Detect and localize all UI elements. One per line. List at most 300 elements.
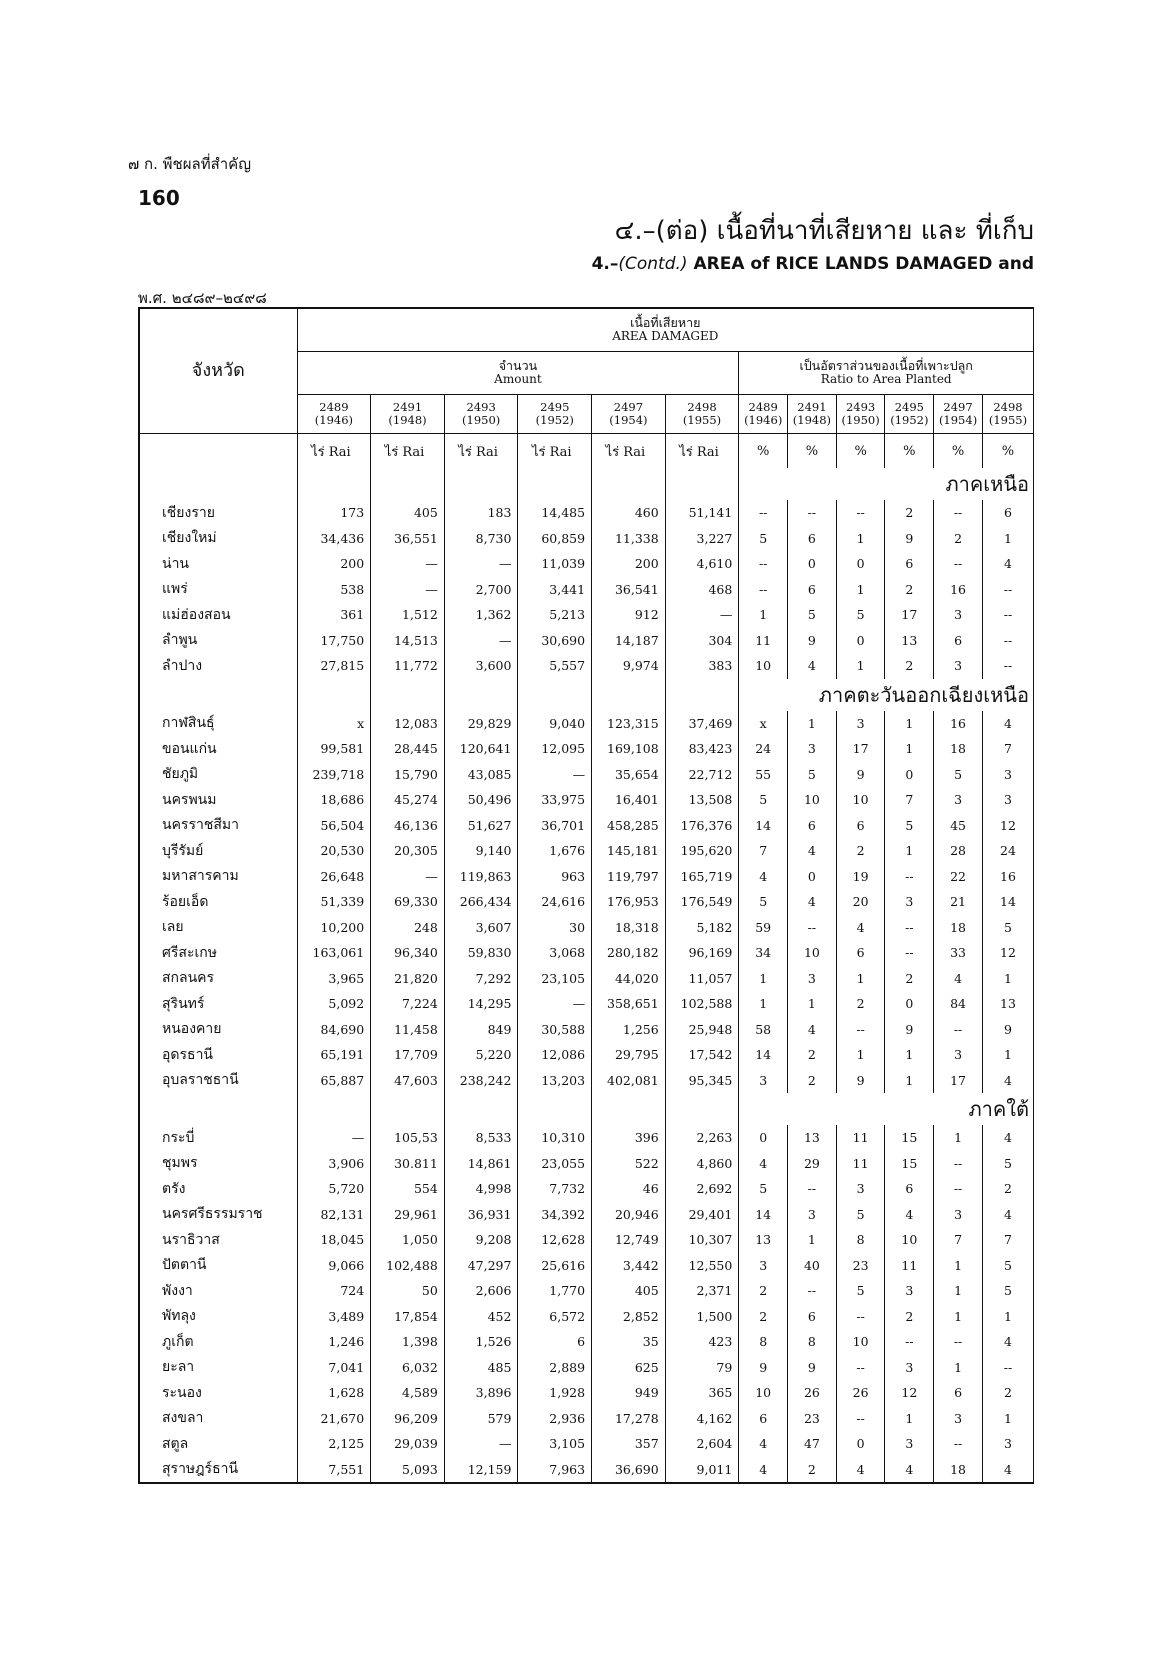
- ratio-cell: --: [885, 940, 934, 966]
- year-ad: (1954): [938, 413, 978, 427]
- region-label: ภาคตะวันออกเฉียงเหนือ: [739, 679, 1034, 711]
- ratio-cell: 1: [934, 1355, 983, 1381]
- amount-cell: 36,690: [592, 1457, 666, 1484]
- ratio-cell: 16: [934, 577, 983, 603]
- ratio-cell: 4: [982, 1202, 1033, 1228]
- province-name: นครราชสีมา: [139, 813, 297, 839]
- ratio-cell: 12: [982, 813, 1033, 839]
- empty-cell: [665, 468, 739, 500]
- unit-percent: %: [836, 434, 885, 469]
- ratio-cell: 20: [836, 889, 885, 915]
- amount-cell: 176,549: [665, 889, 739, 915]
- province-name: พังงา: [139, 1278, 297, 1304]
- year-be: 2493: [845, 399, 876, 414]
- ratio-cell: 1: [885, 711, 934, 737]
- ratio-cell: 33: [934, 940, 983, 966]
- region-spacer: [139, 468, 297, 500]
- amount-cell: 119,797: [592, 864, 666, 890]
- ratio-english: Ratio to Area Planted: [820, 372, 952, 387]
- province-name: นครศรีธรรมราช: [139, 1202, 297, 1228]
- ratio-cell: 17: [885, 602, 934, 628]
- amount-cell: 2,852: [592, 1304, 666, 1330]
- empty-cell: [444, 468, 518, 500]
- ratio-cell: 6: [836, 813, 885, 839]
- amount-cell: 5,182: [665, 915, 739, 941]
- province-name: ศรีสะเกษ: [139, 940, 297, 966]
- ratio-cell: 3: [885, 1355, 934, 1381]
- ratio-cell: 3: [788, 966, 837, 992]
- ratio-cell: 6: [934, 1380, 983, 1406]
- empty-cell: [297, 468, 371, 500]
- province-name: ภูเก็ต: [139, 1329, 297, 1355]
- table-row: [139, 1355, 1034, 1381]
- ratio-cell: 2: [836, 838, 885, 864]
- amount-cell: 238,242: [444, 1068, 518, 1094]
- ratio-cell: 6: [788, 1304, 837, 1330]
- amount-cell: 949: [592, 1380, 666, 1406]
- amount-cell: 12,083: [371, 711, 445, 737]
- amount-cell: 7,224: [371, 991, 445, 1017]
- amount-cell: 200: [592, 551, 666, 577]
- amount-cell: 18,045: [297, 1227, 371, 1253]
- table-row: [139, 500, 1034, 526]
- amount-cell: 30,588: [518, 1017, 592, 1043]
- ratio-header: [739, 352, 1034, 395]
- province-name: ชุมพร: [139, 1151, 297, 1177]
- ratio-cell: --: [934, 551, 983, 577]
- amount-cell: 7,551: [297, 1457, 371, 1484]
- province-name: ลำปาง: [139, 653, 297, 679]
- amount-cell: 522: [592, 1151, 666, 1177]
- amount-cell: 47,297: [444, 1253, 518, 1279]
- ratio-cell: --: [836, 1355, 885, 1381]
- amount-cell: 8,730: [444, 526, 518, 552]
- year-be: 2493: [466, 399, 496, 414]
- province-name: อุดรธานี: [139, 1042, 297, 1068]
- province-name: ชัยภูมิ: [139, 762, 297, 788]
- amount-cell: 1,398: [371, 1329, 445, 1355]
- amount-cell: 1,676: [518, 838, 592, 864]
- title-english: [592, 254, 1034, 274]
- ratio-cell: 2: [885, 966, 934, 992]
- amount-cell: —: [371, 864, 445, 890]
- data-table-container: [138, 307, 1034, 1484]
- ratio-cell: 4: [982, 1068, 1033, 1094]
- amount-cell: 9,066: [297, 1253, 371, 1279]
- amount-cell: x: [297, 711, 371, 737]
- amount-cell: 11,458: [371, 1017, 445, 1043]
- ratio-cell: 1: [885, 736, 934, 762]
- ratio-cell: --: [982, 602, 1033, 628]
- ratio-cell: 5: [739, 1176, 788, 1202]
- amount-cell: 99,581: [297, 736, 371, 762]
- ratio-cell: 3: [836, 711, 885, 737]
- ratio-cell: 7: [982, 1227, 1033, 1253]
- ratio-cell: --: [934, 1431, 983, 1457]
- ratio-cell: 1: [934, 1125, 983, 1151]
- unit-percent: %: [788, 434, 837, 469]
- amount-cell: 176,376: [665, 813, 739, 839]
- ratio-cell: 6: [788, 526, 837, 552]
- amount-cell: 29,039: [371, 1431, 445, 1457]
- amount-cell: 47,603: [371, 1068, 445, 1094]
- amount-cell: 29,795: [592, 1042, 666, 1068]
- amount-cell: 12,628: [518, 1227, 592, 1253]
- table-row: [139, 940, 1034, 966]
- table-row: [139, 653, 1034, 679]
- ratio-cell: 45: [934, 813, 983, 839]
- table-row: [139, 966, 1034, 992]
- amount-cell: 200: [297, 551, 371, 577]
- amount-cell: 51,627: [444, 813, 518, 839]
- ratio-cell: 10: [788, 787, 837, 813]
- ratio-cell: 0: [836, 628, 885, 654]
- amount-cell: 7,292: [444, 966, 518, 992]
- ratio-cell: 2: [934, 526, 983, 552]
- ratio-cell: 6: [885, 551, 934, 577]
- unit-percent: %: [885, 434, 934, 469]
- ratio-cell: 3: [885, 889, 934, 915]
- amount-year-header-5: [665, 395, 739, 434]
- ratio-cell: 3: [788, 1202, 837, 1228]
- amount-cell: —: [444, 628, 518, 654]
- amount-cell: 26,648: [297, 864, 371, 890]
- province-name: นครพนม: [139, 787, 297, 813]
- table-row: [139, 1304, 1034, 1330]
- ratio-cell: 12: [982, 940, 1033, 966]
- title-thai: ๔.–(ต่อ) เนื้อที่นาที่เสียหาย และ ที่เก็บ: [614, 216, 1034, 246]
- province-column-header: จังหวัด: [139, 308, 297, 434]
- ratio-cell: 2: [788, 1457, 837, 1484]
- ratio-cell: 3: [934, 787, 983, 813]
- amount-cell: 51,339: [297, 889, 371, 915]
- amount-cell: 11,039: [518, 551, 592, 577]
- ratio-cell: 5: [982, 915, 1033, 941]
- amount-cell: 29,401: [665, 1202, 739, 1228]
- amount-cell: 29,829: [444, 711, 518, 737]
- table-header: [139, 308, 1034, 434]
- ratio-cell: 11: [836, 1151, 885, 1177]
- amount-thai: จำนวน: [498, 357, 538, 373]
- amount-cell: 405: [371, 500, 445, 526]
- ratio-cell: --: [836, 500, 885, 526]
- ratio-cell: 1: [982, 1406, 1033, 1432]
- amount-cell: 43,085: [444, 762, 518, 788]
- title-en-prefix: 4.–: [591, 254, 619, 274]
- table-row: [139, 628, 1034, 654]
- amount-cell: 5,220: [444, 1042, 518, 1068]
- ratio-cell: 11: [739, 628, 788, 654]
- amount-cell: 9,040: [518, 711, 592, 737]
- amount-cell: 5,720: [297, 1176, 371, 1202]
- amount-cell: 912: [592, 602, 666, 628]
- ratio-cell: 19: [836, 864, 885, 890]
- ratio-cell: 3: [885, 1278, 934, 1304]
- ratio-cell: 3: [885, 1431, 934, 1457]
- amount-cell: 10,307: [665, 1227, 739, 1253]
- table-row: [139, 1380, 1034, 1406]
- amount-year-header-2: [444, 395, 518, 434]
- ratio-cell: 1: [836, 526, 885, 552]
- year-ad: (1955): [988, 413, 1028, 427]
- amount-cell: 458,285: [592, 813, 666, 839]
- region-row: [139, 1093, 1034, 1125]
- ratio-cell: 3: [788, 736, 837, 762]
- ratio-cell: 58: [739, 1017, 788, 1043]
- amount-cell: 60,859: [518, 526, 592, 552]
- empty-cell: [665, 1093, 739, 1125]
- amount-cell: 36,541: [592, 577, 666, 603]
- table-row: [139, 762, 1034, 788]
- amount-cell: 119,863: [444, 864, 518, 890]
- province-name: เลย: [139, 915, 297, 941]
- amount-cell: 163,061: [297, 940, 371, 966]
- amount-cell: —: [371, 577, 445, 603]
- amount-cell: 79: [665, 1355, 739, 1381]
- ratio-cell: 1: [836, 653, 885, 679]
- region-label: ภาคใต้: [739, 1093, 1034, 1125]
- amount-cell: 239,718: [297, 762, 371, 788]
- amount-cell: 1,770: [518, 1278, 592, 1304]
- ratio-cell: 3: [836, 1176, 885, 1202]
- ratio-cell: --: [836, 1406, 885, 1432]
- ratio-cell: --: [836, 1017, 885, 1043]
- amount-cell: 35: [592, 1329, 666, 1355]
- ratio-cell: --: [788, 915, 837, 941]
- ratio-cell: 4: [739, 1457, 788, 1484]
- amount-cell: 82,131: [297, 1202, 371, 1228]
- year-ad: (1952): [890, 413, 929, 427]
- rice-damage-table: [138, 307, 1034, 1484]
- amount-cell: 59,830: [444, 940, 518, 966]
- amount-cell: 7,732: [518, 1176, 592, 1202]
- amount-cell: 2,371: [665, 1278, 739, 1304]
- ratio-cell: 6: [885, 1176, 934, 1202]
- region-label: ภาคเหนือ: [739, 468, 1034, 500]
- amount-cell: 10,200: [297, 915, 371, 941]
- ratio-cell: 1: [885, 1406, 934, 1432]
- table-row: [139, 1406, 1034, 1432]
- amount-cell: 402,081: [592, 1068, 666, 1094]
- amount-cell: 45,274: [371, 787, 445, 813]
- table-row: [139, 864, 1034, 890]
- ratio-cell: 1: [739, 991, 788, 1017]
- ratio-cell: 1: [836, 966, 885, 992]
- amount-cell: 9,974: [592, 653, 666, 679]
- amount-cell: 173: [297, 500, 371, 526]
- ratio-cell: --: [982, 1355, 1033, 1381]
- amount-cell: 5,092: [297, 991, 371, 1017]
- ratio-cell: 5: [739, 889, 788, 915]
- amount-cell: 102,588: [665, 991, 739, 1017]
- empty-cell: [371, 1093, 445, 1125]
- ratio-cell: 10: [836, 1329, 885, 1355]
- unit-percent: %: [739, 434, 788, 469]
- amount-cell: 452: [444, 1304, 518, 1330]
- ratio-cell: 1: [739, 966, 788, 992]
- ratio-cell: 1: [885, 1068, 934, 1094]
- ratio-cell: 5: [982, 1253, 1033, 1279]
- table-row: [139, 1017, 1034, 1043]
- amount-cell: 1,628: [297, 1380, 371, 1406]
- unit-rai: ไร่ Rai: [592, 434, 666, 469]
- amount-cell: —: [665, 602, 739, 628]
- ratio-cell: 28: [934, 838, 983, 864]
- unit-row: [139, 434, 1034, 469]
- ratio-cell: 2: [885, 653, 934, 679]
- amount-cell: 120,641: [444, 736, 518, 762]
- table-row: [139, 1068, 1034, 1094]
- ratio-cell: --: [982, 628, 1033, 654]
- ratio-cell: --: [934, 1329, 983, 1355]
- ratio-cell: 17: [836, 736, 885, 762]
- amount-cell: 17,854: [371, 1304, 445, 1330]
- ratio-cell: 7: [739, 838, 788, 864]
- amount-cell: 14,861: [444, 1151, 518, 1177]
- area-damaged-english: AREA DAMAGED: [612, 329, 719, 344]
- province-name: สตูล: [139, 1431, 297, 1457]
- year-ad: (1954): [609, 413, 648, 427]
- ratio-cell: 0: [788, 551, 837, 577]
- ratio-cell: 1: [982, 1042, 1033, 1068]
- amount-cell: 69,330: [371, 889, 445, 915]
- amount-cell: —: [518, 762, 592, 788]
- ratio-cell: 2: [885, 1304, 934, 1330]
- amount-cell: 12,086: [518, 1042, 592, 1068]
- ratio-year-header-3: [885, 395, 934, 434]
- amount-cell: 29,961: [371, 1202, 445, 1228]
- amount-cell: 6: [518, 1329, 592, 1355]
- ratio-cell: 26: [836, 1380, 885, 1406]
- amount-cell: 963: [518, 864, 592, 890]
- province-name: เชียงใหม่: [139, 526, 297, 552]
- amount-cell: 17,709: [371, 1042, 445, 1068]
- amount-cell: 3,442: [592, 1253, 666, 1279]
- ratio-cell: 4: [982, 1457, 1033, 1484]
- ratio-cell: 4: [788, 838, 837, 864]
- table-row: [139, 1253, 1034, 1279]
- province-name: กาฬสินธุ์: [139, 711, 297, 737]
- amount-cell: 248: [371, 915, 445, 941]
- ratio-cell: 3: [934, 1202, 983, 1228]
- amount-cell: 13,508: [665, 787, 739, 813]
- area-damaged-header: [297, 308, 1033, 352]
- ratio-cell: 1: [982, 526, 1033, 552]
- ratio-cell: 5: [836, 1278, 885, 1304]
- empty-cell: [518, 468, 592, 500]
- amount-cell: 17,542: [665, 1042, 739, 1068]
- empty-cell: [297, 1093, 371, 1125]
- ratio-cell: --: [934, 1151, 983, 1177]
- ratio-cell: 5: [788, 602, 837, 628]
- ratio-cell: 29: [788, 1151, 837, 1177]
- province-name: แม่ฮ่องสอน: [139, 602, 297, 628]
- amount-cell: 17,750: [297, 628, 371, 654]
- province-name: นราธิวาส: [139, 1227, 297, 1253]
- year-be: 2491: [392, 399, 423, 414]
- amount-cell: 2,125: [297, 1431, 371, 1457]
- amount-cell: 5,093: [371, 1457, 445, 1484]
- ratio-cell: 13: [982, 991, 1033, 1017]
- ratio-cell: 2: [788, 1042, 837, 1068]
- amount-cell: 383: [665, 653, 739, 679]
- ratio-cell: 1: [788, 711, 837, 737]
- amount-cell: 50,496: [444, 787, 518, 813]
- title-en-contd: (Contd.): [618, 254, 688, 274]
- ratio-cell: 14: [739, 813, 788, 839]
- amount-cell: 396: [592, 1125, 666, 1151]
- ratio-cell: x: [739, 711, 788, 737]
- ratio-cell: 18: [934, 915, 983, 941]
- amount-cell: 96,169: [665, 940, 739, 966]
- province-name: น่าน: [139, 551, 297, 577]
- amount-cell: 1,362: [444, 602, 518, 628]
- ratio-cell: 8: [836, 1227, 885, 1253]
- ratio-cell: 55: [739, 762, 788, 788]
- amount-cell: 96,209: [371, 1406, 445, 1432]
- amount-cell: 20,530: [297, 838, 371, 864]
- amount-cell: 30.811: [371, 1151, 445, 1177]
- table-row: [139, 813, 1034, 839]
- ratio-cell: 5: [836, 1202, 885, 1228]
- ratio-cell: --: [885, 864, 934, 890]
- ratio-cell: 5: [788, 762, 837, 788]
- ratio-cell: 15: [885, 1151, 934, 1177]
- amount-cell: 195,620: [665, 838, 739, 864]
- amount-cell: 18,318: [592, 915, 666, 941]
- amount-cell: 12,550: [665, 1253, 739, 1279]
- amount-cell: 9,140: [444, 838, 518, 864]
- amount-cell: —: [444, 551, 518, 577]
- ratio-cell: 1: [982, 966, 1033, 992]
- ratio-cell: 4: [788, 1017, 837, 1043]
- amount-cell: 23,055: [518, 1151, 592, 1177]
- table-row: [139, 526, 1034, 552]
- amount-cell: 24,616: [518, 889, 592, 915]
- ratio-cell: --: [836, 1304, 885, 1330]
- region-spacer: [139, 679, 297, 711]
- year-ad: (1948): [792, 413, 832, 427]
- ratio-cell: --: [788, 1278, 837, 1304]
- table-body: [139, 434, 1034, 1484]
- year-be: 2497: [943, 399, 973, 414]
- amount-cell: 3,906: [297, 1151, 371, 1177]
- ratio-year-header-0: [739, 395, 788, 434]
- amount-cell: 25,616: [518, 1253, 592, 1279]
- amount-cell: 3,607: [444, 915, 518, 941]
- year-ad: (1955): [682, 413, 722, 427]
- amount-cell: 25,948: [665, 1017, 739, 1043]
- table-row: [139, 1431, 1034, 1457]
- ratio-cell: 3: [739, 1253, 788, 1279]
- amount-cell: 37,469: [665, 711, 739, 737]
- amount-cell: 34,392: [518, 1202, 592, 1228]
- ratio-cell: 23: [836, 1253, 885, 1279]
- amount-cell: 123,315: [592, 711, 666, 737]
- empty-cell: [371, 679, 445, 711]
- empty-cell: [518, 679, 592, 711]
- amount-cell: 34,436: [297, 526, 371, 552]
- ratio-cell: 2: [739, 1304, 788, 1330]
- ratio-cell: 4: [788, 889, 837, 915]
- section-heading: ๗ ก. พืชผลที่สำคัญ: [128, 155, 251, 173]
- amount-cell: 1,050: [371, 1227, 445, 1253]
- amount-cell: 9,011: [665, 1457, 739, 1484]
- amount-cell: 280,182: [592, 940, 666, 966]
- ratio-cell: 1: [934, 1304, 983, 1330]
- amount-year-header-0: [297, 395, 371, 434]
- amount-cell: 165,719: [665, 864, 739, 890]
